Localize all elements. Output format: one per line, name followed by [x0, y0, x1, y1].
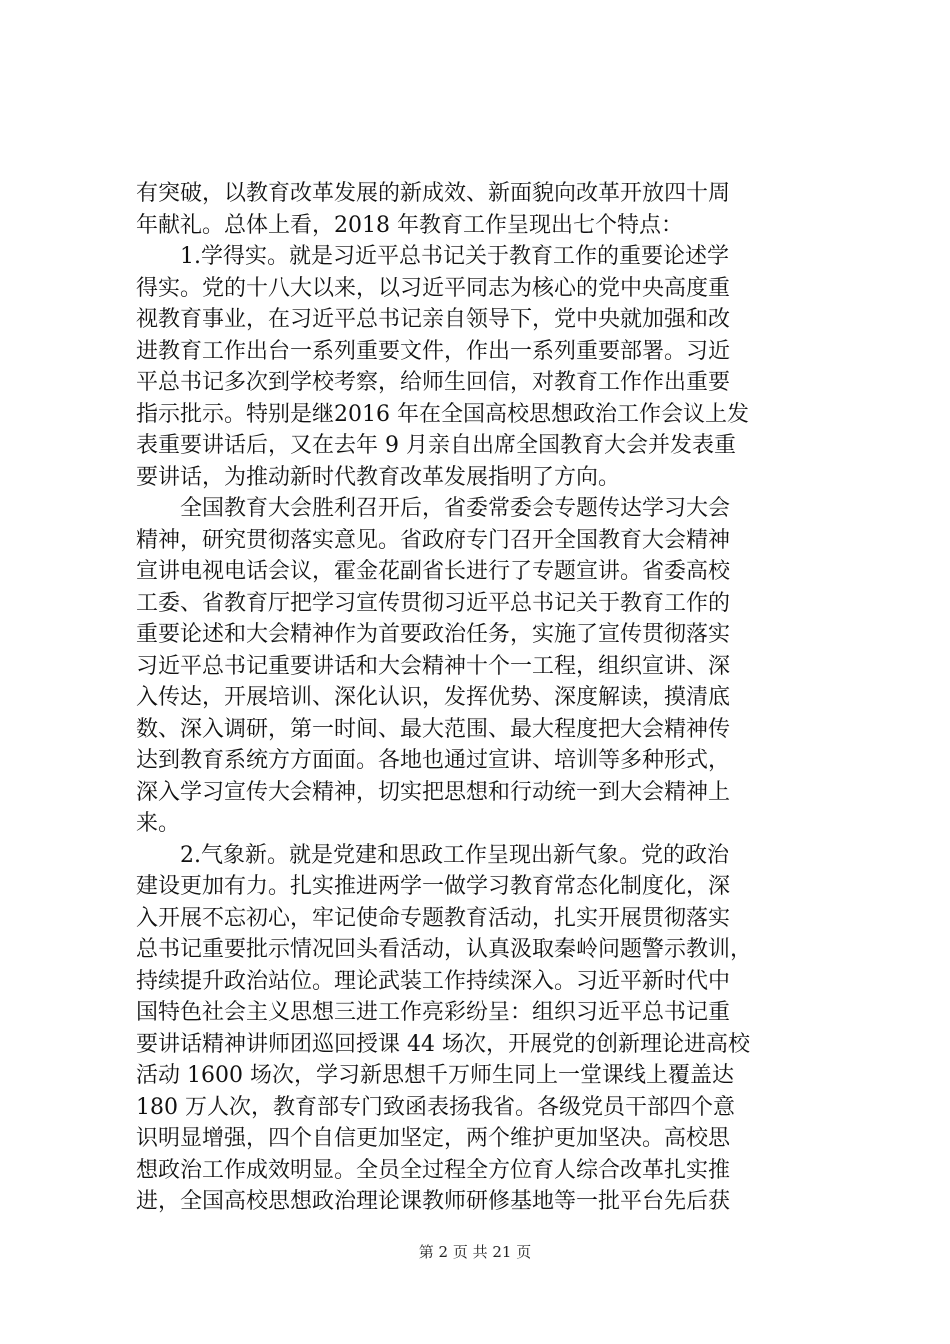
page-number-footer: 第 2 页 共 21 页 — [418, 1243, 532, 1261]
text-line: 建设更加有力。扎实推进两学一做学习教育常态化制度化，深 — [136, 874, 731, 899]
text-line: 工委、省教育厅把学习宣传贯彻习近平总书记关于教育工作的 — [136, 590, 731, 616]
text-line: 入开展不忘初心，牢记使命专题教育活动，扎实开展贯彻落实 — [136, 905, 731, 931]
text-line: 数、深入调研，第一时间、最大范围、最大程度把大会精神传 — [136, 716, 731, 742]
text-line: 视教育事业，在习近平总书记亲自领导下，党中央就加强和改 — [136, 307, 731, 332]
text-line: 表重要讲话后，又在去年 9 月亲自出席全国教育大会并发表重 — [136, 433, 736, 458]
text-line: 识明显增强，四个自信更加坚定，两个维护更加坚决。高校思 — [136, 1126, 731, 1151]
text-line: 进，全国高校思想政治理论课教师研修基地等一批平台先后获 — [136, 1189, 731, 1214]
text-line: 180 万人次，教育部专门致函表扬我省。各级党员干部四个意 — [136, 1094, 735, 1120]
text-line: 要讲话，为推动新时代教育改革发展指明了方向。 — [136, 464, 621, 490]
text-line: 活动 1600 场次，学习新思想千万师生同上一堂课线上覆盖达 — [136, 1063, 734, 1088]
text-line: 精神，研究贯彻落实意见。省政府专门召开全国教育大会精神 — [136, 527, 731, 553]
text-line: 持续提升政治站位。理论武装工作持续深入。习近平新时代中 — [136, 968, 731, 994]
text-line: 重要论述和大会精神作为首要政治任务，实施了宣传贯彻落实 — [136, 622, 731, 647]
text-line: 达到教育系统方方面面。各地也通过宣讲、培训等多种形式， — [136, 748, 731, 773]
text-line: 2.气象新。就是党建和思政工作呈现出新气象。党的政治 — [136, 842, 729, 868]
text-line: 习近平总书记重要讲话和大会精神十个一工程，组织宣讲、深 — [136, 653, 731, 679]
text-line: 国特色社会主义思想三进工作亮彩纷呈：组织习近平总书记重 — [136, 1000, 731, 1025]
document-body — [136, 178, 836, 1218]
text-line: 进教育工作出台一系列重要文件，作出一系列重要部署。习近 — [136, 338, 731, 364]
text-line: 1.学得实。就是习近平总书记关于教育工作的重要论述学 — [136, 244, 729, 269]
text-line: 指示批示。特别是继2016 年在全国高校思想政治工作会议上发 — [136, 401, 749, 427]
text-line: 有突破，以教育改革发展的新成效、新面貌向改革开放四十周 — [136, 181, 731, 206]
text-line: 想政治工作成效明显。全员全过程全方位育人综合改革扎实推 — [136, 1157, 731, 1183]
text-line: 宣讲电视电话会议，霍金花副省长进行了专题宣讲。省委高校 — [136, 559, 731, 584]
text-line: 来。 — [136, 811, 181, 836]
text-line: 年献礼。总体上看，2018 年教育工作呈现出七个特点： — [136, 212, 683, 238]
text-line: 深入学习宣传大会精神，切实把思想和行动统一到大会精神上 — [136, 779, 731, 805]
text-line: 全国教育大会胜利召开后，省委常委会专题传达学习大会 — [136, 496, 731, 521]
text-line: 要讲话精神讲师团巡回授课 44 场次，开展党的创新理论进高校 — [136, 1031, 750, 1057]
text-line: 得实。党的十八大以来，以习近平同志为核心的党中央高度重 — [136, 275, 731, 301]
text-line: 总书记重要批示情况回头看活动，认真汲取秦岭问题警示教训， — [136, 937, 753, 962]
text-line: 入传达，开展培训、深化认识，发挥优势、深度解读，摸清底 — [136, 685, 731, 710]
text-line: 平总书记多次到学校考察，给师生回信，对教育工作作出重要 — [136, 370, 731, 395]
